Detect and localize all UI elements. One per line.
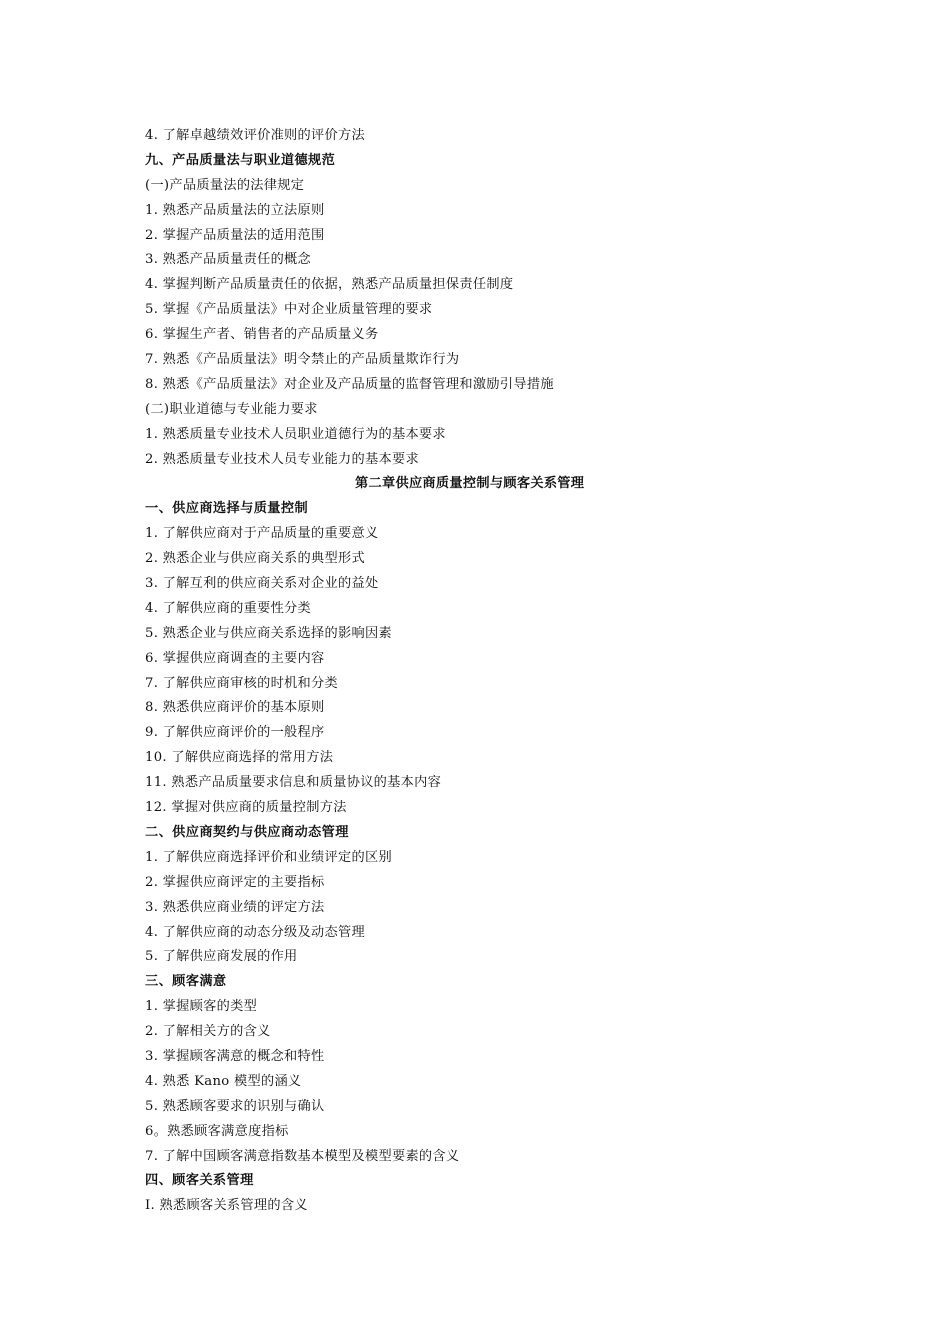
list-item: 3. 掌握顾客满意的概念和特性 bbox=[145, 1048, 325, 1064]
list-item: 5. 熟悉顾客要求的识别与确认 bbox=[145, 1098, 325, 1114]
list-item: 2. 熟悉质量专业技术人员专业能力的基本要求 bbox=[145, 451, 419, 467]
list-item: I. 熟悉顾客关系管理的含义 bbox=[145, 1198, 308, 1214]
list-item: 1. 熟悉质量专业技术人员职业道德行为的基本要求 bbox=[145, 426, 446, 442]
list-item: 5. 掌握《产品质量法》中对企业质量管理的要求 bbox=[145, 302, 433, 318]
list-item: 2. 掌握供应商评定的主要指标 bbox=[145, 874, 325, 890]
list-item: 7. 熟悉《产品质量法》明令禁止的产品质量欺诈行为 bbox=[145, 352, 460, 368]
list-item: 2. 熟悉企业与供应商关系的典型形式 bbox=[145, 551, 365, 567]
document-page bbox=[0, 124, 950, 1219]
list-item: 8. 熟悉供应商评价的基本原则 bbox=[145, 700, 325, 716]
list-item: 1. 了解供应商对于产品质量的重要意义 bbox=[145, 526, 379, 542]
list-item: 4. 了解供应商的动态分级及动态管理 bbox=[145, 924, 365, 940]
list-item: 9. 了解供应商评价的一般程序 bbox=[145, 725, 325, 741]
list-item: 5. 熟悉企业与供应商关系选择的影响因素 bbox=[145, 625, 392, 641]
list-item: 6. 掌握生产者、销售者的产品质量义务 bbox=[145, 327, 379, 343]
list-item: 7. 了解供应商审核的时机和分类 bbox=[145, 675, 339, 691]
list-item: 4. 掌握判断产品质量责任的依据，熟悉产品质量担保责任制度 bbox=[145, 277, 514, 293]
list-item: 1. 熟悉产品质量法的立法原则 bbox=[145, 202, 325, 218]
list-item: 6。熟悉顾客满意度指标 bbox=[145, 1123, 289, 1139]
list-item: 2. 了解相关方的含义 bbox=[145, 1024, 271, 1040]
list-item: 1. 掌握顾客的类型 bbox=[145, 999, 258, 1015]
subsection-heading: (一)产品质量法的法律规定 bbox=[145, 177, 305, 193]
list-item: 5. 了解供应商发展的作用 bbox=[145, 949, 298, 965]
list-item: 8. 熟悉《产品质量法》对企业及产品质量的监督管理和激励引导措施 bbox=[145, 376, 554, 392]
list-item: 4. 了解卓越绩效评价准则的评价方法 bbox=[145, 128, 365, 143]
list-item: 4. 熟悉 Kano 模型的涵义 bbox=[145, 1073, 302, 1089]
list-item: 3. 熟悉产品质量责任的概念 bbox=[145, 252, 312, 268]
section-heading: 二、供应商契约与供应商动态管理 bbox=[145, 824, 349, 840]
list-item: 12. 掌握对供应商的质量控制方法 bbox=[145, 800, 347, 816]
chapter-title bbox=[0, 472, 950, 497]
section-heading: 三、顾客满意 bbox=[145, 974, 227, 990]
section-heading: 九、产品质量法与职业道德规范 bbox=[145, 152, 336, 168]
section-heading: 一、供应商选择与质量控制 bbox=[145, 501, 309, 517]
list-item: 1. 了解供应商选择评价和业绩评定的区别 bbox=[145, 849, 392, 865]
list-item: 10. 了解供应商选择的常用方法 bbox=[145, 750, 334, 766]
subsection-heading: (二)职业道德与专业能力要求 bbox=[145, 401, 318, 417]
list-item: 2. 掌握产品质量法的适用范围 bbox=[145, 227, 325, 243]
chapter-title-text: 第二章供应商质量控制与顾客关系管理 bbox=[355, 476, 585, 492]
list-item: 3. 了解互利的供应商关系对企业的益处 bbox=[145, 576, 379, 592]
list-item: 4. 了解供应商的重要性分类 bbox=[145, 600, 312, 616]
list-item: 7. 了解中国顾客满意指数基本模型及模型要素的含义 bbox=[145, 1148, 460, 1164]
list-item: 3. 熟悉供应商业绩的评定方法 bbox=[145, 899, 325, 915]
list-item: 11. 熟悉产品质量要求信息和质量协议的基本内容 bbox=[145, 775, 442, 791]
section-heading: 四、顾客关系管理 bbox=[145, 1173, 254, 1189]
list-item: 6. 掌握供应商调查的主要内容 bbox=[145, 650, 325, 666]
